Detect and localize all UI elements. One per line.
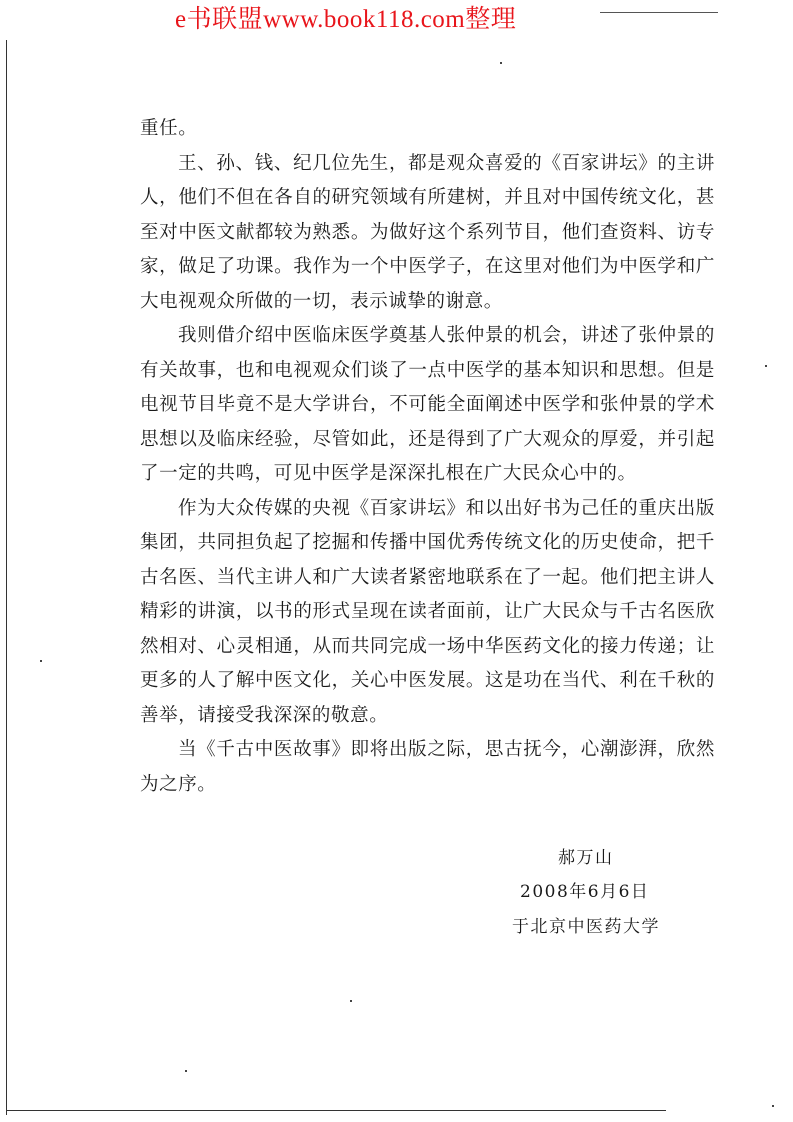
bottom-edge-rule bbox=[6, 1110, 666, 1111]
scan-speck bbox=[185, 1070, 187, 1072]
paragraph-zhang-zhongjing: 我则借介绍中医临床医学奠基人张仲景的机会，讲述了张仲景的有关故事，也和电视观众们谈了一点中医学的基本知识和思想。但是电视节目毕竟不是大学讲台，不可能全面阐述中医学和张仲景的学术思想以及临床经验，尽管如此，还是得到了广大观众的厚爱，并引起了一定的共鸣，可见中医学是深深扎根在广大民众心中的。 bbox=[140, 325, 715, 484]
paragraph-closing: 当《千古中医故事》即将出版之际，思古抚今，心潮澎湃，欣然为之序。 bbox=[140, 739, 715, 795]
author-name: 郝万山 bbox=[558, 848, 614, 868]
paragraph-publisher: 作为大众传媒的央视《百家讲坛》和以出好书为己任的重庆出版集团，共同担负起了挖掘和传播中国优秀传统文化的历史使命，把千古名医、当代主讲人和广大读者紧密地联系在了一起。他们把主讲人精彩的讲演，以书的形式呈现在读者面前，让广大民众与千古名医欣然相对、心灵相通，从而共同完成一场中华医药文化的接力传递；让更多的人了解中医文化，关心中医发展。这是功在当代、利在千秋的善举，请接受我深深的敬意。 bbox=[140, 497, 715, 726]
paragraph-continuation: 重任。 bbox=[140, 118, 198, 139]
scan-speck bbox=[500, 62, 502, 64]
paragraph-lecturers: 王、孙、钱、纪几位先生，都是观众喜爱的《百家讲坛》的主讲人，他们不但在各自的研究领域有所建树，并且对中国传统文化，甚至对中医文献都较为熟悉。为做好这个系列节目，他们查资料、访专家，做足了功课。我作为一个中医学子，在这里对他们为中医学和广大电视观众所做的一切，表示诚挚的谢意。 bbox=[140, 152, 715, 312]
scan-speck bbox=[772, 1105, 774, 1107]
watermark-text: e书联盟www.book118.com整理 bbox=[175, 6, 517, 33]
left-edge-rule bbox=[6, 40, 7, 1115]
scan-speck bbox=[40, 660, 42, 662]
top-edge-rule bbox=[600, 12, 718, 13]
signature-date: 2008年6月6日 bbox=[520, 882, 650, 902]
preface-body bbox=[140, 112, 715, 802]
scan-speck bbox=[765, 365, 767, 367]
signature-place: 于北京中医药大学 bbox=[512, 917, 660, 937]
scan-speck bbox=[350, 1000, 352, 1002]
